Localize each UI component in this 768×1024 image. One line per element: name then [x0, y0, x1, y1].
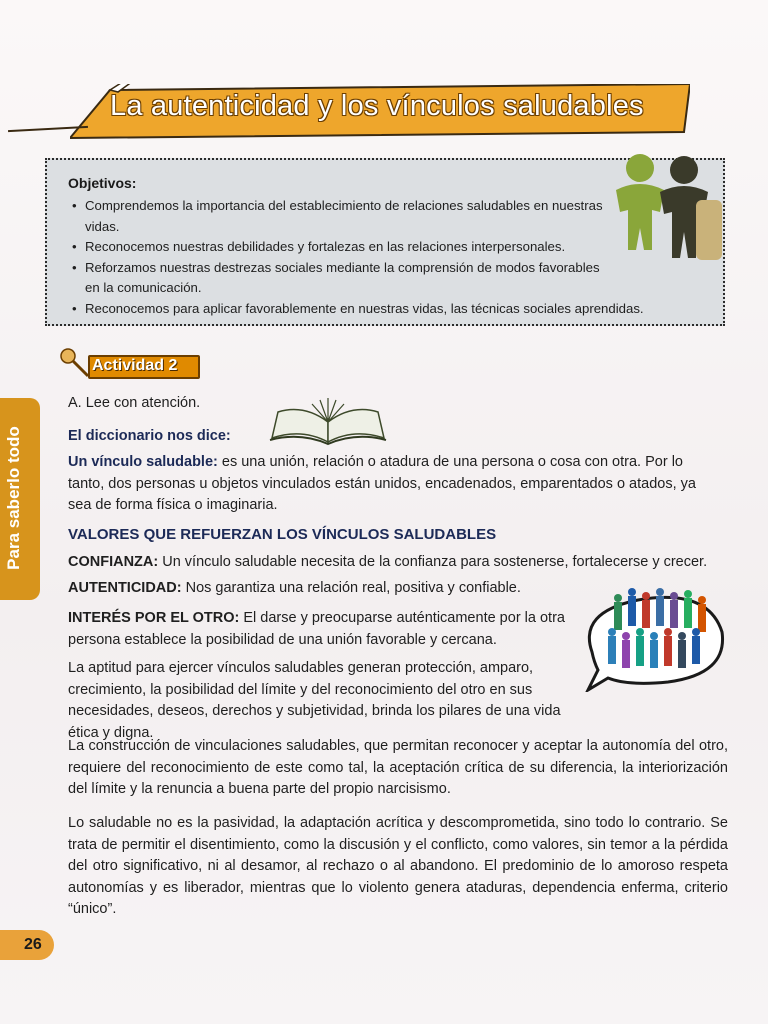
value-text: El darse y preocuparse auténticamente por la otra persona establece la posibilidad de una unión favorable y cercana.	[68, 610, 565, 648]
definition-paragraph	[68, 452, 718, 517]
value-text: Nos garantiza una relación real, positiva y confiable.	[181, 580, 521, 596]
definition-term: Un vínculo saludable:	[68, 454, 218, 470]
value-term: INTERÉS POR EL OTRO:	[68, 610, 240, 626]
group-people-illustration	[578, 582, 728, 692]
objective-item: • Comprendemos la importancia del establecimiento de relaciones saludables en nuestras vidas.	[72, 196, 605, 237]
value-confianza	[68, 552, 728, 574]
page-title: La autenticidad y los vínculos saludables	[110, 90, 644, 122]
value-term: CONFIANZA:	[68, 554, 159, 570]
dictionary-intro: El diccionario nos dice:	[68, 428, 231, 444]
definition-text: es una unión, relación o atadura de una persona o cosa con otra. Por lo tanto, dos personas u objetos vinculados están unidos, encadenados, emparentados o atados, ya sea de forma física o imaginaria.	[68, 454, 696, 513]
objective-item: • Reforzamos nuestras destrezas sociales mediante la comprensión de modos favorables en la comunicación.	[72, 258, 605, 299]
paragraph-aptitud: La aptitud para ejercer vínculos saludables generan protección, amparo, crecimiento, la posibilidad del límite y del reconocimiento del otro en sus necesidades, deseos, derechos y subjetividad, brinda los pilares de una vida ética y digna.	[68, 660, 561, 741]
people-figures-illustration	[600, 150, 730, 270]
paragraph-construccion: La construcción de vinculaciones saludables, que permitan reconocer y aceptar la autonomía del otro, requiere del reconocimiento de este como tal, la aceptación crítica de su diferencia, la interiorización del límite y la renuncia a buena parte del propio narcisismo.	[68, 738, 728, 797]
values-heading: VALORES QUE REFUERZAN LOS VÍNCULOS SALUDABLES	[68, 526, 497, 543]
activity-label: Actividad 2	[92, 357, 178, 374]
side-tab-label: Para saberlo todo	[4, 426, 23, 570]
objective-item: • Reconocemos nuestras debilidades y fortalezas en las relaciones interpersonales.	[72, 237, 625, 258]
objectives-heading: Objetivos:	[68, 175, 137, 191]
page-number: 26	[24, 936, 42, 953]
open-book-icon	[268, 396, 388, 446]
value-text: Un vínculo saludable necesita de la confianza para sostenerse, fortalecerse y crecer.	[158, 554, 708, 570]
value-term: AUTENTICIDAD:	[68, 580, 182, 596]
instruction-text: A. Lee con atención.	[68, 395, 201, 411]
objective-item: • Reconocemos para aplicar favorablemente en nuestras vidas, las técnicas sociales aprendidas.	[72, 299, 725, 320]
value-interes	[68, 608, 573, 651]
paragraph-saludable: Lo saludable no es la pasividad, la adaptación acrítica y descomprometida, sino todo lo contrario. Se trata de permitir el disentimiento, como la discusión y el conflicto, como valores, sin temor a la pérdida del otro significativo, ni al desamor, al rechazo o al abandono. El predominio de lo amoroso respeta autonomías y es liberador, mientras que lo violento genera ataduras, dependencia enferma, criterio “único”.	[68, 815, 728, 917]
